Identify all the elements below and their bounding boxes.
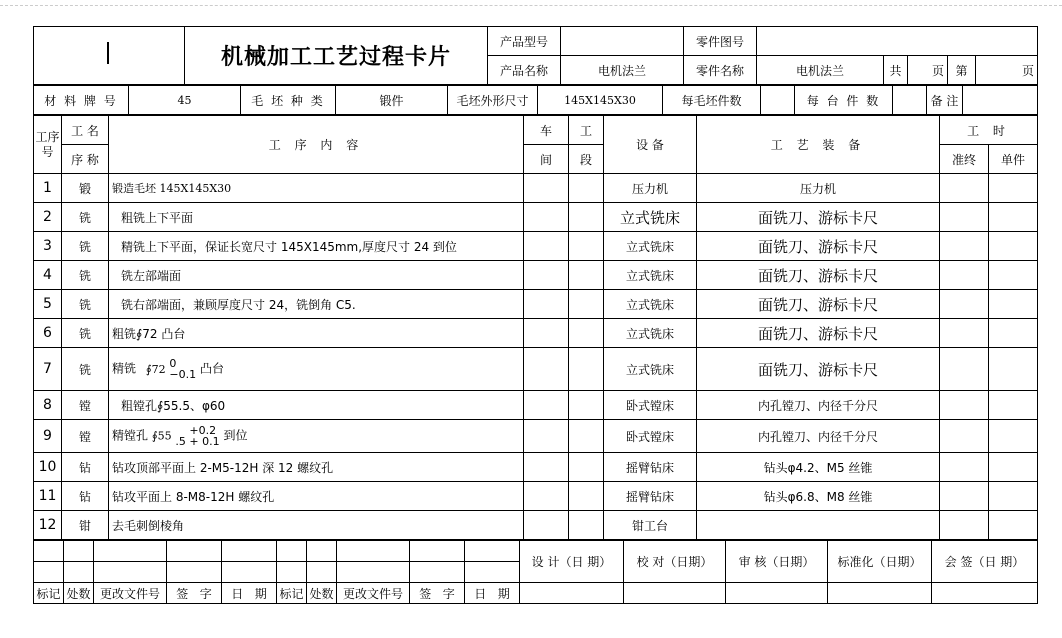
op-content[interactable]: 钻攻平面上 8-M8-12H 螺纹孔 [109,482,524,511]
tol-lower: −0.1 [169,368,197,381]
op-section[interactable] [569,232,604,261]
rev-cell[interactable] [34,562,64,583]
op-tooling[interactable]: 内孔镗刀、内径千分尺 [697,420,940,453]
op-content-dim: ∮55 [151,429,172,443]
op-name: 镗 [62,420,109,453]
op-workshop[interactable] [524,420,569,453]
table-row [34,290,1038,319]
col-unit-time: 单件 [989,145,1038,174]
op-prep-time[interactable] [940,232,989,261]
review-sign-cell[interactable] [726,583,828,604]
blank-size-label: 毛坯外形尺寸 [448,86,538,115]
op-equipment[interactable]: 摇臂钻床 [604,482,697,511]
op-name: 锻 [62,174,109,203]
op-prep-time[interactable] [940,319,989,348]
material-grade-label: 材 料 牌 号 [34,86,129,115]
op-workshop[interactable] [524,319,569,348]
table-row [34,203,1038,232]
page-seq-label: 第 [948,56,976,85]
col-workshop-bottom: 间 [524,145,569,174]
op-prep-time[interactable] [940,348,989,391]
col-section-bottom: 段 [569,145,604,174]
op-no: 12 [34,511,62,540]
op-content-prefix: 精镗孔 [112,428,149,443]
table-row [34,511,1038,540]
op-workshop[interactable] [524,203,569,232]
rev-cell[interactable] [465,541,520,562]
op-prep-time[interactable] [940,420,989,453]
op-prep-time[interactable] [940,203,989,232]
op-unit-time[interactable] [989,174,1038,203]
op-equipment[interactable]: 卧式镗床 [604,420,697,453]
op-no: 10 [34,453,62,482]
per-blank-value[interactable] [761,86,795,115]
signature-label: 签 字 [167,583,222,604]
part-name-label: 零件名称 [684,56,757,85]
op-unit-time[interactable] [989,319,1038,348]
op-content-dim: ∮72 [145,362,166,376]
col-workshop-top: 车 [524,116,569,145]
op-unit-time[interactable] [989,261,1038,290]
rev-cell[interactable] [94,562,167,583]
mark-label: 标记 [34,583,64,604]
product-model-label: 产品型号 [488,27,561,56]
op-tooling[interactable]: 内孔镗刀、内径千分尺 [697,391,940,420]
op-content[interactable]: 粗铣上下平面 [109,203,524,232]
op-prep-time[interactable] [940,453,989,482]
op-section[interactable] [569,348,604,391]
rev-cell[interactable] [337,541,410,562]
op-name: 钳 [62,511,109,540]
table-row [34,261,1038,290]
date-label-2: 日 期 [465,583,520,604]
op-content[interactable]: 去毛刺倒棱角 [109,511,524,540]
op-unit-time[interactable] [989,232,1038,261]
op-unit-time[interactable] [989,453,1038,482]
op-section[interactable] [569,511,604,540]
design-sign-cell[interactable] [520,583,624,604]
op-content[interactable]: 铣左部端面 [109,261,524,290]
rev-cell[interactable] [222,541,277,562]
signature-label-2: 签 字 [410,583,465,604]
standard-sign-cell[interactable] [828,583,932,604]
remark-label: 备 注 [927,86,963,115]
op-unit-time[interactable] [989,203,1038,232]
op-content-suffix: 到位 [223,428,248,443]
op-tooling[interactable]: 面铣刀、游标卡尺 [697,348,940,391]
signoff-block [33,540,1038,604]
col-prep-time: 准终 [940,145,989,174]
table-row [34,232,1038,261]
op-no: 4 [34,261,62,290]
operations-table [33,115,1038,540]
design-date-label: 设 计（日 期） [520,541,624,583]
op-section[interactable] [569,261,604,290]
op-content-tolerance [175,425,219,447]
op-content[interactable] [109,348,524,391]
op-equipment[interactable]: 卧式镗床 [604,391,697,420]
count-label: 处数 [64,583,94,604]
op-name: 铣 [62,232,109,261]
op-equipment[interactable]: 立式铣床 [604,290,697,319]
op-tooling[interactable]: 压力机 [697,174,940,203]
op-prep-time[interactable] [940,174,989,203]
rev-cell[interactable] [277,541,307,562]
op-no: 8 [34,391,62,420]
table-row [34,453,1038,482]
op-content[interactable]: 钻攻顶部平面上 2-M5-12H 深 12 螺纹孔 [109,453,524,482]
op-no: 6 [34,319,62,348]
op-equipment[interactable]: 钳工台 [604,511,697,540]
rev-cell[interactable] [64,541,94,562]
rev-cell[interactable] [307,541,337,562]
check-sign-cell[interactable] [624,583,726,604]
op-unit-time[interactable] [989,290,1038,319]
table-row [34,391,1038,420]
part-drawing-value[interactable] [757,27,1038,56]
op-equipment[interactable]: 摇臂钻床 [604,453,697,482]
col-op-name-top: 工 名 [62,116,109,145]
part-drawing-label: 零件图号 [684,27,757,56]
blank-type-value[interactable]: 锻件 [336,86,448,115]
rev-cell[interactable] [410,562,465,583]
op-name: 钻 [62,482,109,511]
op-workshop[interactable] [524,348,569,391]
per-blank-label: 每毛坯件数 [663,86,761,115]
op-content-suffix: 凸台 [199,361,224,376]
rev-cell[interactable] [34,541,64,562]
op-name: 铣 [62,348,109,391]
per-unit-label: 每 台 件 数 [795,86,893,115]
rev-cell[interactable] [222,562,277,583]
op-workshop[interactable] [524,391,569,420]
op-prep-time[interactable] [940,482,989,511]
remark-value[interactable] [963,86,1038,115]
table-row [34,420,1038,453]
op-content[interactable]: 粗铣∮72 凸台 [109,319,524,348]
op-equipment[interactable]: 立式铣床 [604,203,697,232]
rev-cell[interactable] [465,562,520,583]
op-workshop[interactable] [524,511,569,540]
op-section[interactable] [569,290,604,319]
rev-cell[interactable] [167,541,222,562]
op-section[interactable] [569,174,604,203]
table-row [34,482,1038,511]
process-card [33,26,1037,604]
op-workshop[interactable] [524,290,569,319]
op-tooling[interactable]: 面铣刀、游标卡尺 [697,319,940,348]
op-prep-time[interactable] [940,391,989,420]
page-top-edge [0,0,1062,6]
op-unit-time[interactable] [989,348,1038,391]
logo-cell [34,27,185,85]
op-name: 铣 [62,261,109,290]
countersign-cell[interactable] [932,583,1038,604]
check-date-label: 校 对（日期） [624,541,726,583]
op-no: 7 [34,348,62,391]
table-row [34,319,1038,348]
col-content: 工 序 内 容 [109,116,524,174]
op-equipment[interactable]: 压力机 [604,174,697,203]
date-label: 日 期 [222,583,277,604]
rev-cell[interactable] [337,562,410,583]
op-equipment[interactable]: 立式铣床 [604,232,697,261]
table-row [34,174,1038,203]
op-content[interactable]: 锻造毛坯 145X145X30 [109,174,524,203]
table-row [34,348,1038,391]
rev-cell[interactable] [307,562,337,583]
op-tooling[interactable]: 面铣刀、游标卡尺 [697,261,940,290]
op-unit-time[interactable] [989,391,1038,420]
op-name: 镗 [62,391,109,420]
op-section[interactable] [569,420,604,453]
op-section[interactable] [569,391,604,420]
op-no: 2 [34,203,62,232]
op-name: 铣 [62,319,109,348]
op-equipment[interactable]: 立式铣床 [604,348,697,391]
count-label-2: 处数 [307,583,337,604]
part-name-value[interactable]: 电机法兰 [757,56,884,85]
rev-cell[interactable] [64,562,94,583]
op-unit-time[interactable] [989,482,1038,511]
op-section[interactable] [569,203,604,232]
blank-size-value[interactable]: 145X145X30 [538,86,663,115]
op-workshop[interactable] [524,453,569,482]
op-no: 1 [34,174,62,203]
op-no: 11 [34,482,62,511]
op-name: 钻 [62,453,109,482]
text-cursor [107,42,109,64]
op-prep-time[interactable] [940,290,989,319]
op-no: 9 [34,420,62,453]
op-section[interactable] [569,319,604,348]
rev-cell[interactable] [167,562,222,583]
product-name-label: 产品名称 [488,56,561,85]
op-workshop[interactable] [524,261,569,290]
op-content[interactable] [109,420,524,453]
op-content[interactable]: 粗镗孔∮55.5、φ60 [109,391,524,420]
standard-date-label: 标准化（日期） [828,541,932,583]
op-workshop[interactable] [524,482,569,511]
op-no: 3 [34,232,62,261]
tol-lower: .5 + 0.1 [175,435,220,448]
op-section[interactable] [569,453,604,482]
total-pages-label: 共 [884,56,908,85]
op-tooling[interactable]: 面铣刀、游标卡尺 [697,290,940,319]
per-unit-value[interactable] [893,86,927,115]
op-section[interactable] [569,482,604,511]
col-seq-no: 工序号 [34,116,62,174]
op-tooling[interactable]: 钻头φ6.8、M8 丝锥 [697,482,940,511]
op-name: 铣 [62,203,109,232]
op-workshop[interactable] [524,174,569,203]
op-content-tolerance [169,358,196,380]
review-date-label: 审 核（日期） [726,541,828,583]
op-unit-time[interactable] [989,420,1038,453]
rev-cell[interactable] [277,562,307,583]
total-pages-unit: 页 [908,56,948,85]
op-tooling[interactable] [697,511,940,540]
tol-upper: +0.2 [189,424,217,437]
op-tooling[interactable]: 面铣刀、游标卡尺 [697,203,940,232]
op-equipment[interactable]: 立式铣床 [604,261,697,290]
col-tooling: 工 艺 装 备 [697,116,940,174]
card-header [33,26,1038,85]
change-doc-label-2: 更改文件号 [337,583,410,604]
op-workshop[interactable] [524,232,569,261]
mark-label-2: 标记 [277,583,307,604]
op-content[interactable]: 精铣上下平面，保证长宽尺寸 145X145mm,厚度尺寸 24 到位 [109,232,524,261]
op-tooling[interactable]: 面铣刀、游标卡尺 [697,232,940,261]
product-name-value[interactable]: 电机法兰 [561,56,684,85]
page-title: 机械加工工艺过程卡片 [185,27,488,85]
col-time: 工 时 [940,116,1038,145]
op-prep-time[interactable] [940,261,989,290]
col-equipment: 设 备 [604,116,697,174]
op-content[interactable]: 铣右部端面，兼顾厚度尺寸 24，铣倒角 C5. [109,290,524,319]
material-grade-value[interactable]: 45 [129,86,241,115]
col-section-top: 工 [569,116,604,145]
op-equipment[interactable]: 立式铣床 [604,319,697,348]
op-prep-time[interactable] [940,511,989,540]
sign-date-label: 会 签（日 期） [932,541,1038,583]
material-row [33,85,1038,115]
op-unit-time[interactable] [989,511,1038,540]
col-op-name-bottom: 序 称 [62,145,109,174]
blank-type-label: 毛 坯 种 类 [241,86,336,115]
change-doc-label: 更改文件号 [94,583,167,604]
product-model-value[interactable] [561,27,684,56]
page-seq-unit: 页 [976,56,1038,85]
tol-upper: 0 [169,357,177,370]
rev-cell[interactable] [94,541,167,562]
op-no: 5 [34,290,62,319]
op-content-prefix: 精铣 [112,361,137,376]
op-tooling[interactable]: 钻头φ4.2、M5 丝锥 [697,453,940,482]
op-name: 铣 [62,290,109,319]
rev-cell[interactable] [410,541,465,562]
